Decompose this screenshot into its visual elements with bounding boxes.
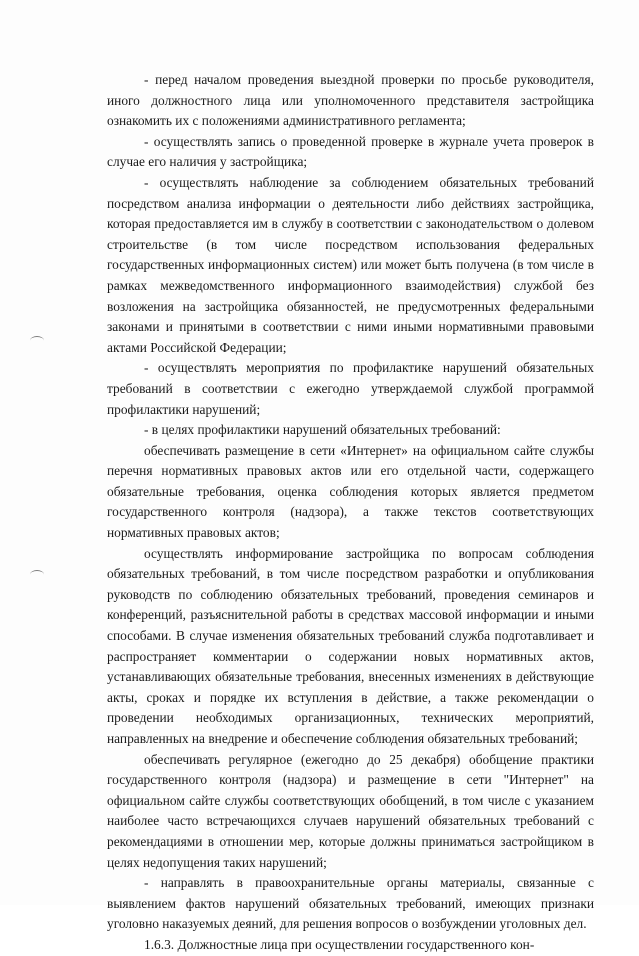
paragraph: - направлять в правоохранительные органы материалы, связанные с выявлением фактов нарушений обязательных требований, имеющих признаки уголовно наказуемых деяний, для решения вопросов о возбуждении уголовных дел. — [107, 875, 594, 932]
paragraph: обеспечивать размещение в сети «Интернет» на официальном сайте службы перечня нормативных правовых актов или его отдельной части, содержащего обязательные требования, оценка соблюдения которых является предметом государственного контроля (надзора), а также текстов соответствующих нормативных правовых актов; — [107, 442, 594, 541]
paragraph: - осуществлять запись о проведенной проверке в журнале учета проверок в случае его наличия у застройщика; — [107, 133, 594, 170]
paragraph: 1.6.3. Должностные лица при осуществлении государственного кон- — [144, 936, 535, 952]
paragraph: - в целях профилактики нарушений обязательных требований: — [144, 422, 501, 438]
document-body — [107, 70, 594, 956]
margin-mark — [30, 570, 44, 579]
margin-mark — [30, 336, 44, 345]
paragraph: обеспечивать регулярное (ежегодно до 25 декабря) обобщение практики государственного контроля (надзора) и размещение в сети "Интернет" на официальном сайте службы соответствующих обобщений, в том числе с указанием наиболее часто встречающихся случаев нарушений обязательных требований с рекомендациями в отношении мер, которые должны приниматься застройщиком в целях недопущения таких нарушений; — [107, 751, 594, 870]
paragraph: - осуществлять наблюдение за соблюдением обязательных требований посредством анализа информации о деятельности либо действиях застройщика, которая предоставляется им в службу в соответствии с законодательством о долевом строительстве (в том числе посредством использования федеральных государственных информационных систем) или может быть получена (в том числе в рамках межведомственного информационного взаимодействия) службой без возложения на застройщика обязанностей, не предусмотренных федеральными законами и принятыми в соответствии с ними иными нормативными правовыми актами Российской Федерации; — [107, 174, 594, 355]
paragraph: осуществлять информирование застройщика по вопросам соблюдения обязательных требований, в том числе посредством разработки и опубликования руководств по соблюдению обязательных требований, проведения семинаров и конференций, разъяснительной работы в средствах массовой информации и иными способами. В случае изменения обязательных требований служба подготавливает и распространяет комментарии о содержании новых нормативных актов, устанавливающих обязательные требования, внесенных изменениях в действующие акты, сроках и порядке их вступления в действие, а также рекомендации о проведении необходимых организационных, технических мероприятий, направленных на внедрение и обеспечение соблюдения обязательных требований; — [107, 545, 594, 746]
paragraph: - перед началом проведения выездной проверки по просьбе руководителя, иного должностного лица или уполномоченного представителя застройщика ознакомить их с положениями административного регламента; — [107, 72, 594, 129]
paragraph: - осуществлять мероприятия по профилактике нарушений обязательных требований в соответствии с ежегодно утверждаемой службой программой профилактики нарушений; — [107, 360, 594, 417]
